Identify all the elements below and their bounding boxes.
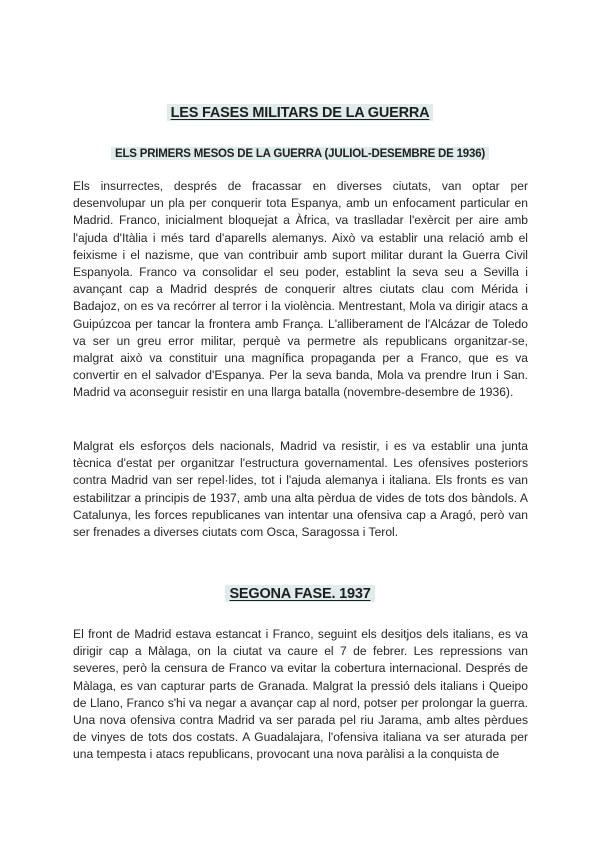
section1-heading-wrapper: [0, 144, 600, 162]
section1-paragraph-1: Els insurrectes, després de fracassar en diverses ciutats, van optar per desenvolupar un pla per conquerir tota Espanya, amb un enfocament particular en Madrid. Franco, inicialment bloquejat a Àfrica, va traslladar l'exèrcit per aire amb l'ajuda d'Itàlia i més tard d'aparells alemanys. Això va establir una relació amb el feixisme i el nazisme, que van contribuir amb suport militar durant la Guerra Civil Espanyola. Franco va consolidar el seu poder, establint la seva seu a Sevilla i avançant cap a Madrid després de conquerir altres ciutats clau com Mérida i Badajoz, on es va recórrer al terror i la violència. Mentrestant, Mola va dirigir atacs a Guipúzcoa per tancar la frontera amb França. L'alliberament de l'Alcázar de Toledo va ser un greu error militar, perquè va permetre als republicans organitzar-se, malgrat això va constituir una magnífica propaganda per a Franco, que es va convertir en el salvador d'Espanya. Per la seva banda, Mola va prendre Irun i San. Madrid va aconseguir resistir en una llarga batalla (novembre-desembre de 1936).: [73, 179, 528, 400]
document-title-wrapper: [0, 104, 600, 122]
section2-paragraph-1: El front de Madrid estava estancat i Franco, seguint els desitjos dels italians, es va dirigir cap a Màlaga, on la ciutat va caure el 7 de febrer. Les repressions van severes, però la censura de Franco va evitar la cobertura internacional. Després de Màlaga, es van capturar parts de Granada. Malgrat la pressió dels italians i Queipo de Llano, Franco s'hi va negar a avançar cap al nord, potser per prolongar la guerra. Una nova ofensiva contra Madrid va ser parada pel riu Jarama, amb altes pèrdues de vinyes de tots dos costats. A Guadalajara, l'ofensiva italiana va ser aturada per una tempesta i atacs republicans, provocant una nova paràlisi a la conquista de: [73, 627, 528, 762]
section1-heading: ELS PRIMERS MESOS DE LA GUERRA (JULIOL-DESEMBRE DE 1936): [111, 147, 489, 160]
document-title: LES FASES MILITARS DE LA GUERRA: [167, 104, 434, 121]
section1-paragraph-2: Malgrat els esforços dels nacionals, Madrid va resistir, i es va establir una junta tècnica d'estat per organitzar l'estructura governamental. Les ofensives posteriors contra Madrid van ser repel·lides, tot i l'ajuda alemanya i italiana. Els fronts es van estabilitzar a principis de 1937, amb una alta pèrdua de vides de tots dos bàndols. A Catalunya, les forces republicanes van intentar una ofensiva cap a Aragó, però van ser frenades a diverses ciutats com Osca, Saragossa i Terol.: [73, 439, 528, 540]
section2-heading-wrapper: [0, 585, 600, 603]
section2-heading: SEGONA FASE. 1937: [225, 585, 374, 602]
